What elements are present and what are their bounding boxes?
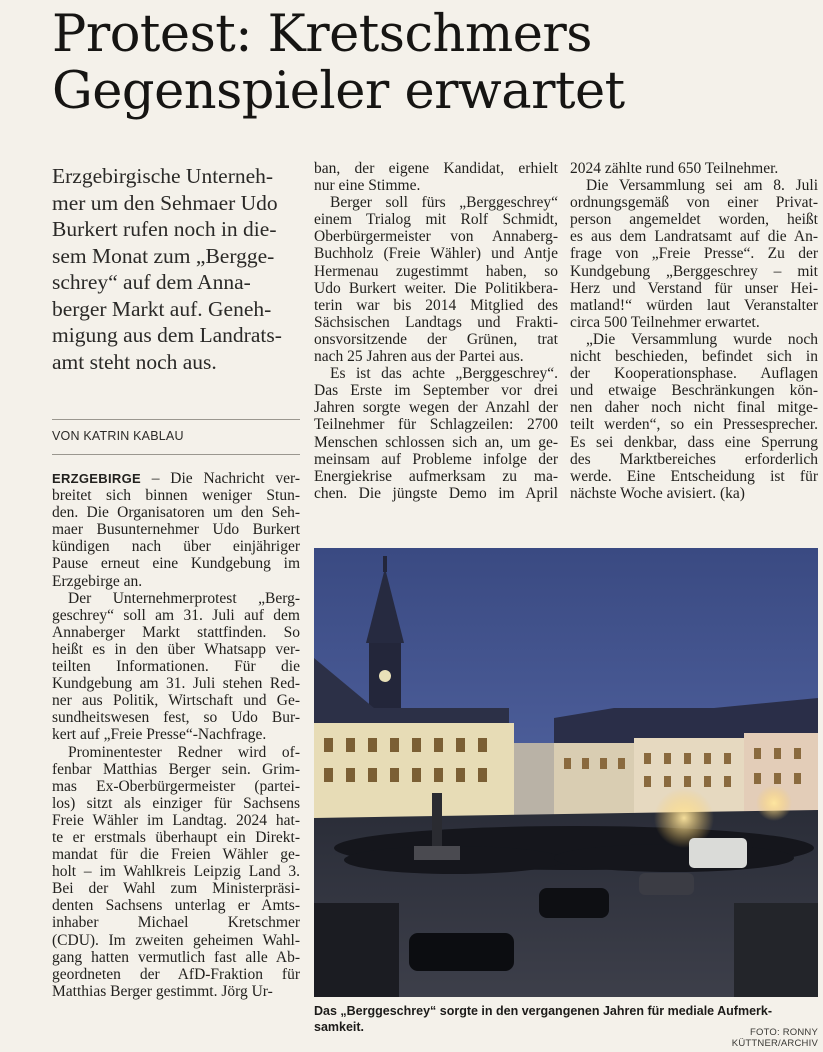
text-line: ner aus Politik, Wirtschaft und Ge- xyxy=(52,692,300,710)
byline: VON KATRIN KABLAU xyxy=(52,429,184,443)
text-line: person angemeldet worden, heißt xyxy=(570,211,818,229)
text-line: Das Erste im September vor drei xyxy=(314,382,558,400)
text-line: geordneten der AfD-Fraktion für xyxy=(52,965,300,983)
text-line: „Die Versammlung wurde noch xyxy=(586,330,818,348)
text-column-3 xyxy=(570,160,818,502)
text-column-1 xyxy=(52,470,300,1000)
text-line: des Marktbereiches erforderlich xyxy=(570,450,818,468)
text-line: es aus dem Landratsamt auf die An- xyxy=(570,228,818,246)
text-line: Es sei denkbar, dass eine Sperrung xyxy=(570,433,818,451)
text-line: Kundgebung „Berggeschrey – mit xyxy=(570,262,818,280)
text-line: Annaberger Markt stattfinden. So xyxy=(52,623,300,641)
text-line: Es ist das achte „Berggeschrey“. xyxy=(330,365,558,383)
text-line: heißt es in den über Whatsapp ver- xyxy=(52,640,300,658)
text-line: Udo Burkert weiter. Die Politikbera- xyxy=(314,279,558,297)
text-line: teilt werden“, so ein Pressesprecher. xyxy=(570,416,818,434)
text-line: te er erstmals überhaupt ein Direkt- xyxy=(52,828,300,846)
text-line: mandat für die Freien Wähler ge- xyxy=(52,846,300,864)
text-line: Die Versammlung sei am 8. Juli xyxy=(586,177,818,195)
text-line: Oberbürgermeister von Annaberg- xyxy=(314,228,558,246)
teaser-line: mer um den Sehmaer Udo xyxy=(52,190,278,215)
text-line: meinsam auf Probleme infolge der xyxy=(314,450,558,468)
text-line: 2024 zählte rund 650 Teilnehmer. xyxy=(570,160,779,177)
headline-line: Gegenspieler erwartet xyxy=(52,62,625,121)
text-line: ordnungsgemäß von einer Privat- xyxy=(570,194,818,212)
caption-line: samkeit. xyxy=(314,1020,365,1034)
text-line: Herz und Verstand für unser Hei- xyxy=(570,279,818,297)
dateline: ERZGEBIRGE xyxy=(52,471,141,486)
text-line: Sächsischen Landtags und Frakti- xyxy=(314,313,558,331)
text-line: nur eine Stimme. xyxy=(314,177,421,195)
text-line: Buchholz (Freie Wähler) und Antje xyxy=(314,245,558,263)
text-line: den. Die Organisatoren um den Seh- xyxy=(52,504,300,522)
teaser-line: berger Markt auf. Geneh- xyxy=(52,296,272,321)
text-line: Energiekrise aufmerksam zu ma- xyxy=(314,467,558,485)
divider xyxy=(52,454,300,455)
text-line: circa 500 Teilnehmer erwartet. xyxy=(570,313,760,331)
text-line: Jahren sorgte wegen der Anzahl der xyxy=(314,399,558,417)
text-line: Kundgebung am 31. Juli stehen Red- xyxy=(52,675,300,693)
text-column-2 xyxy=(314,160,558,502)
text-line-rest: – Die Nachricht ver- xyxy=(140,470,300,487)
teaser-line: Erzgebirgische Unterneh- xyxy=(52,164,274,188)
text-line: Hermenau zugestimmt haben, so xyxy=(314,262,558,280)
text-line: Bei der Wahl zum Ministerpräsi- xyxy=(52,880,300,898)
teaser xyxy=(52,163,300,375)
text-line: inhaber Michael Kretschmer xyxy=(52,914,300,932)
text-line: nächste Woche avisiert. (ka) xyxy=(570,484,745,502)
text-line: kündigen nach über einjähriger xyxy=(52,538,300,556)
text-line: Freie Wähler im Landtag. 2024 hat- xyxy=(52,811,300,829)
text-line: fenbar Matthias Berger sein. Grim- xyxy=(52,760,300,778)
headline-line: Protest: Kretschmers xyxy=(52,5,592,64)
text-line: denten Sachsens unterlag er Amts- xyxy=(52,897,300,915)
text-line: Erzgebirge an. xyxy=(52,572,143,590)
divider xyxy=(52,419,300,420)
text-line: Menschen schlossen sich an, um ge- xyxy=(314,433,558,451)
teaser-line: migung aus dem Landrats- xyxy=(52,323,282,347)
text-line: maer Busunternehmer Udo Burkert xyxy=(52,521,300,539)
text-line: Der Unternehmerprotest „Berg- xyxy=(68,589,300,607)
market-square-photo xyxy=(314,548,818,997)
text-line: chen. Die jüngste Demo im April xyxy=(314,484,558,502)
text-line: werde. Eine Entscheidung ist für xyxy=(570,467,818,485)
text-line: (CDU). Im zweiten geheimen Wahl- xyxy=(52,931,300,949)
text-line: Pause erneut eine Kundgebung im xyxy=(52,555,300,573)
text-line: ban, der eigene Kandidat, erhielt xyxy=(314,160,558,177)
text-line: nicht beschieden, befindet sich in xyxy=(570,348,818,366)
teaser-line: sem Monat zum „Bergge- xyxy=(52,243,275,268)
text-line: gang hatten vermutlich fast alle Ab- xyxy=(52,948,300,966)
text-line: onsvorsitzende der Grünen, trat xyxy=(314,330,558,348)
text-line: holt – im Wahlkreis Leipzig Land 3. xyxy=(52,863,300,881)
text-line: sundheitswesen fest, so Udo Bur- xyxy=(52,709,300,727)
text-line: Teilnehmer für Schlagzeilen: 2700 xyxy=(314,416,558,434)
teaser-line: amt steht noch aus. xyxy=(52,349,217,374)
text-line: einem Trialog mit Rolf Schmidt, xyxy=(314,211,558,229)
teaser-line: schrey“ auf dem Anna- xyxy=(52,270,251,294)
text-line: der Kooperationsphase. Auflagen xyxy=(570,365,818,383)
headline xyxy=(52,6,812,120)
text-line: frage von „Freie Presse“. Zu der xyxy=(570,245,818,263)
caption-line: Das „Berggeschrey“ sorgte in den vergangenen Jahren für mediale Aufmerk- xyxy=(314,1004,773,1018)
text-line: nen daher noch nicht final mitge- xyxy=(570,399,818,417)
text-line: Prominentester Redner wird of- xyxy=(68,743,300,761)
text-line: Berger soll fürs „Berggeschrey“ xyxy=(330,194,558,212)
text-line: geschrey“ soll am 31. Juli auf dem xyxy=(52,606,300,624)
text-line: terin war bis 2014 Mitglied des xyxy=(314,296,558,314)
text-line: Matthias Berger gestimmt. Jörg Ur- xyxy=(52,982,273,1000)
text-line: kert auf „Freie Presse“-Nachfrage. xyxy=(52,726,267,744)
text-line: los) sitzt als einziger für Sachsens xyxy=(52,794,300,812)
text-line: und etwaige Beschränkungen kön- xyxy=(570,382,818,400)
text-line: breitet sich binnen weniger Stun- xyxy=(52,487,300,505)
text-line: matland!“ würden laut Veranstalter xyxy=(570,296,818,314)
photo-illustration xyxy=(314,548,818,997)
text-line: nach 25 Jahren aus der Partei aus. xyxy=(314,348,524,366)
teaser-line: Burkert rufen noch in die- xyxy=(52,217,277,241)
text-line: teilten Informationen. Für die xyxy=(52,658,300,676)
text-line xyxy=(52,470,300,487)
photo-credit: FOTO: RONNY KÜTTNER/ARCHIV xyxy=(731,1027,818,1049)
text-line: mas Ex-Oberbürgermeister (partei- xyxy=(52,777,300,795)
